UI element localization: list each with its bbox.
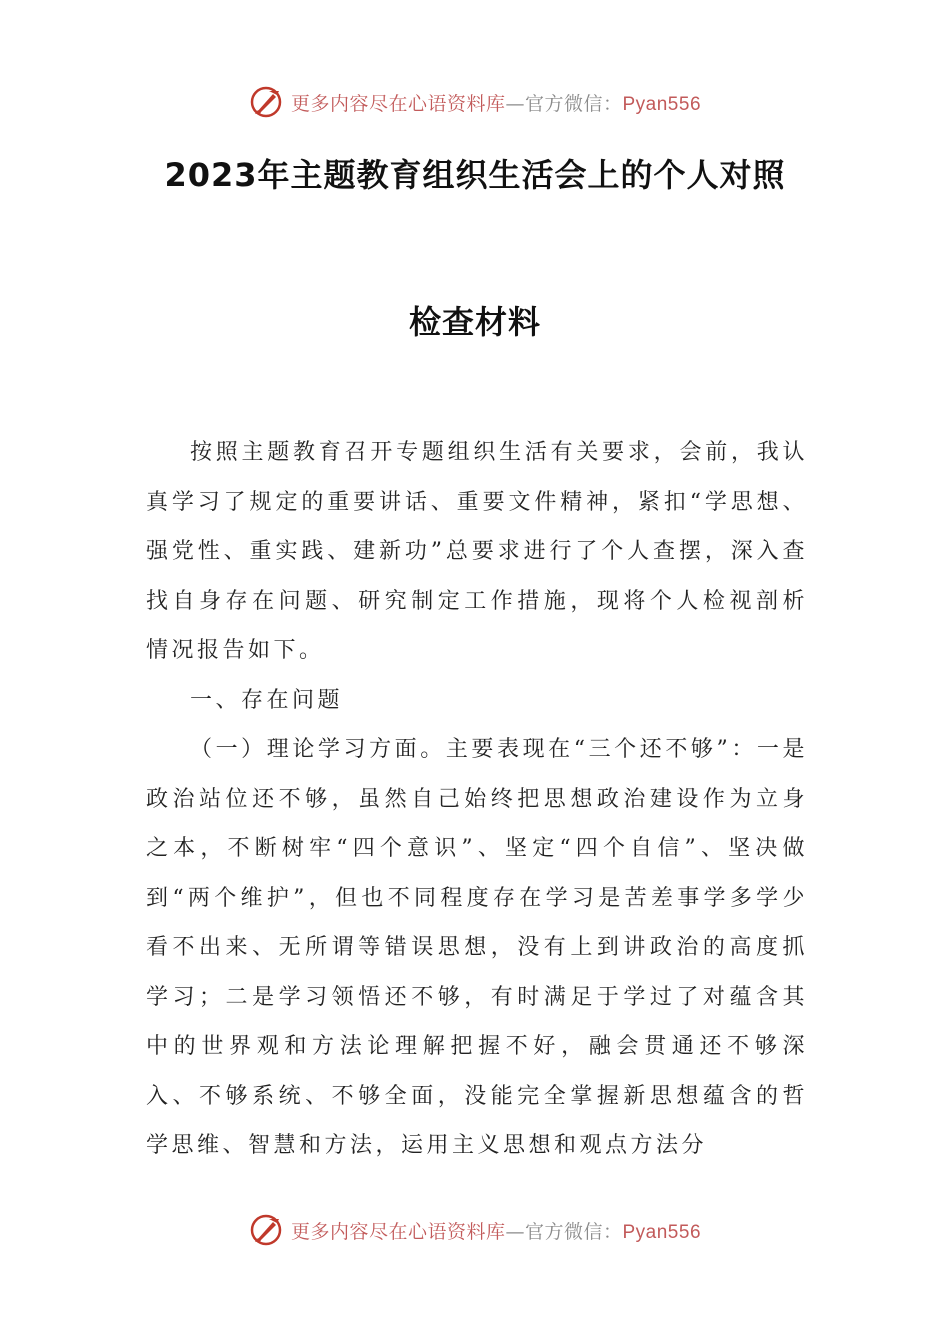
banner-dash: —: [505, 92, 525, 115]
footer-banner: [0, 1210, 950, 1250]
banner-wechat-id: Pyan556: [622, 93, 702, 115]
document-title-line-1: 2023年主题教育组织生活会上的个人对照: [164, 156, 786, 194]
banner-main-text: 更多内容尽在心语资料库: [290, 1220, 506, 1243]
quill-pen-logo-icon: [249, 1213, 283, 1247]
banner-wechat-id: Pyan556: [622, 1221, 702, 1243]
banner-wechat-label: 官方微信：: [524, 1220, 623, 1243]
document-body: [146, 428, 808, 1171]
quill-pen-logo-icon: [249, 85, 283, 119]
banner-text: [291, 89, 701, 116]
section-heading-problems: 一、存在问题: [190, 687, 344, 713]
banner-main-text: 更多内容尽在心语资料库: [290, 92, 506, 115]
header-banner: [0, 82, 950, 122]
banner-dash: —: [505, 1220, 525, 1243]
document-title-line-2: 检查材料: [408, 303, 541, 341]
banner-text: [291, 1217, 701, 1244]
banner-wechat-label: 官方微信：: [524, 92, 623, 115]
intro-paragraph: 按照主题教育召开专题组织生活有关要求，会前，我认真学习了规定的重要讲话、重要文件精神，紧扣“学思想、强党性、重实践、建新功”总要求进行了个人查摆，深入查找自身存在问题、研究制定工作措施，现将个人检视剖析情况报告如下。: [146, 440, 808, 663]
section-paragraph-theory-study: （一）理论学习方面。主要表现在“三个还不够”：一是政治站位还不够，虽然自己始终把思想政治建设作为立身之本，不断树牢“四个意识”、坚定“四个自信”、坚决做到“两个维护”，但也不同程度存在学习是苦差事学多学少看不出来、无所谓等错误思想，没有上到讲政治的高度抓学习；二是学习领悟还不够，有时满足于学过了对蕴含其中的世界观和方法论理解把握不好，融会贯通还不够深入、不够系统、不够全面，没能完全掌握新思想蕴含的哲学思维、智慧和方法，运用主义思想和观点方法分: [146, 737, 808, 1158]
